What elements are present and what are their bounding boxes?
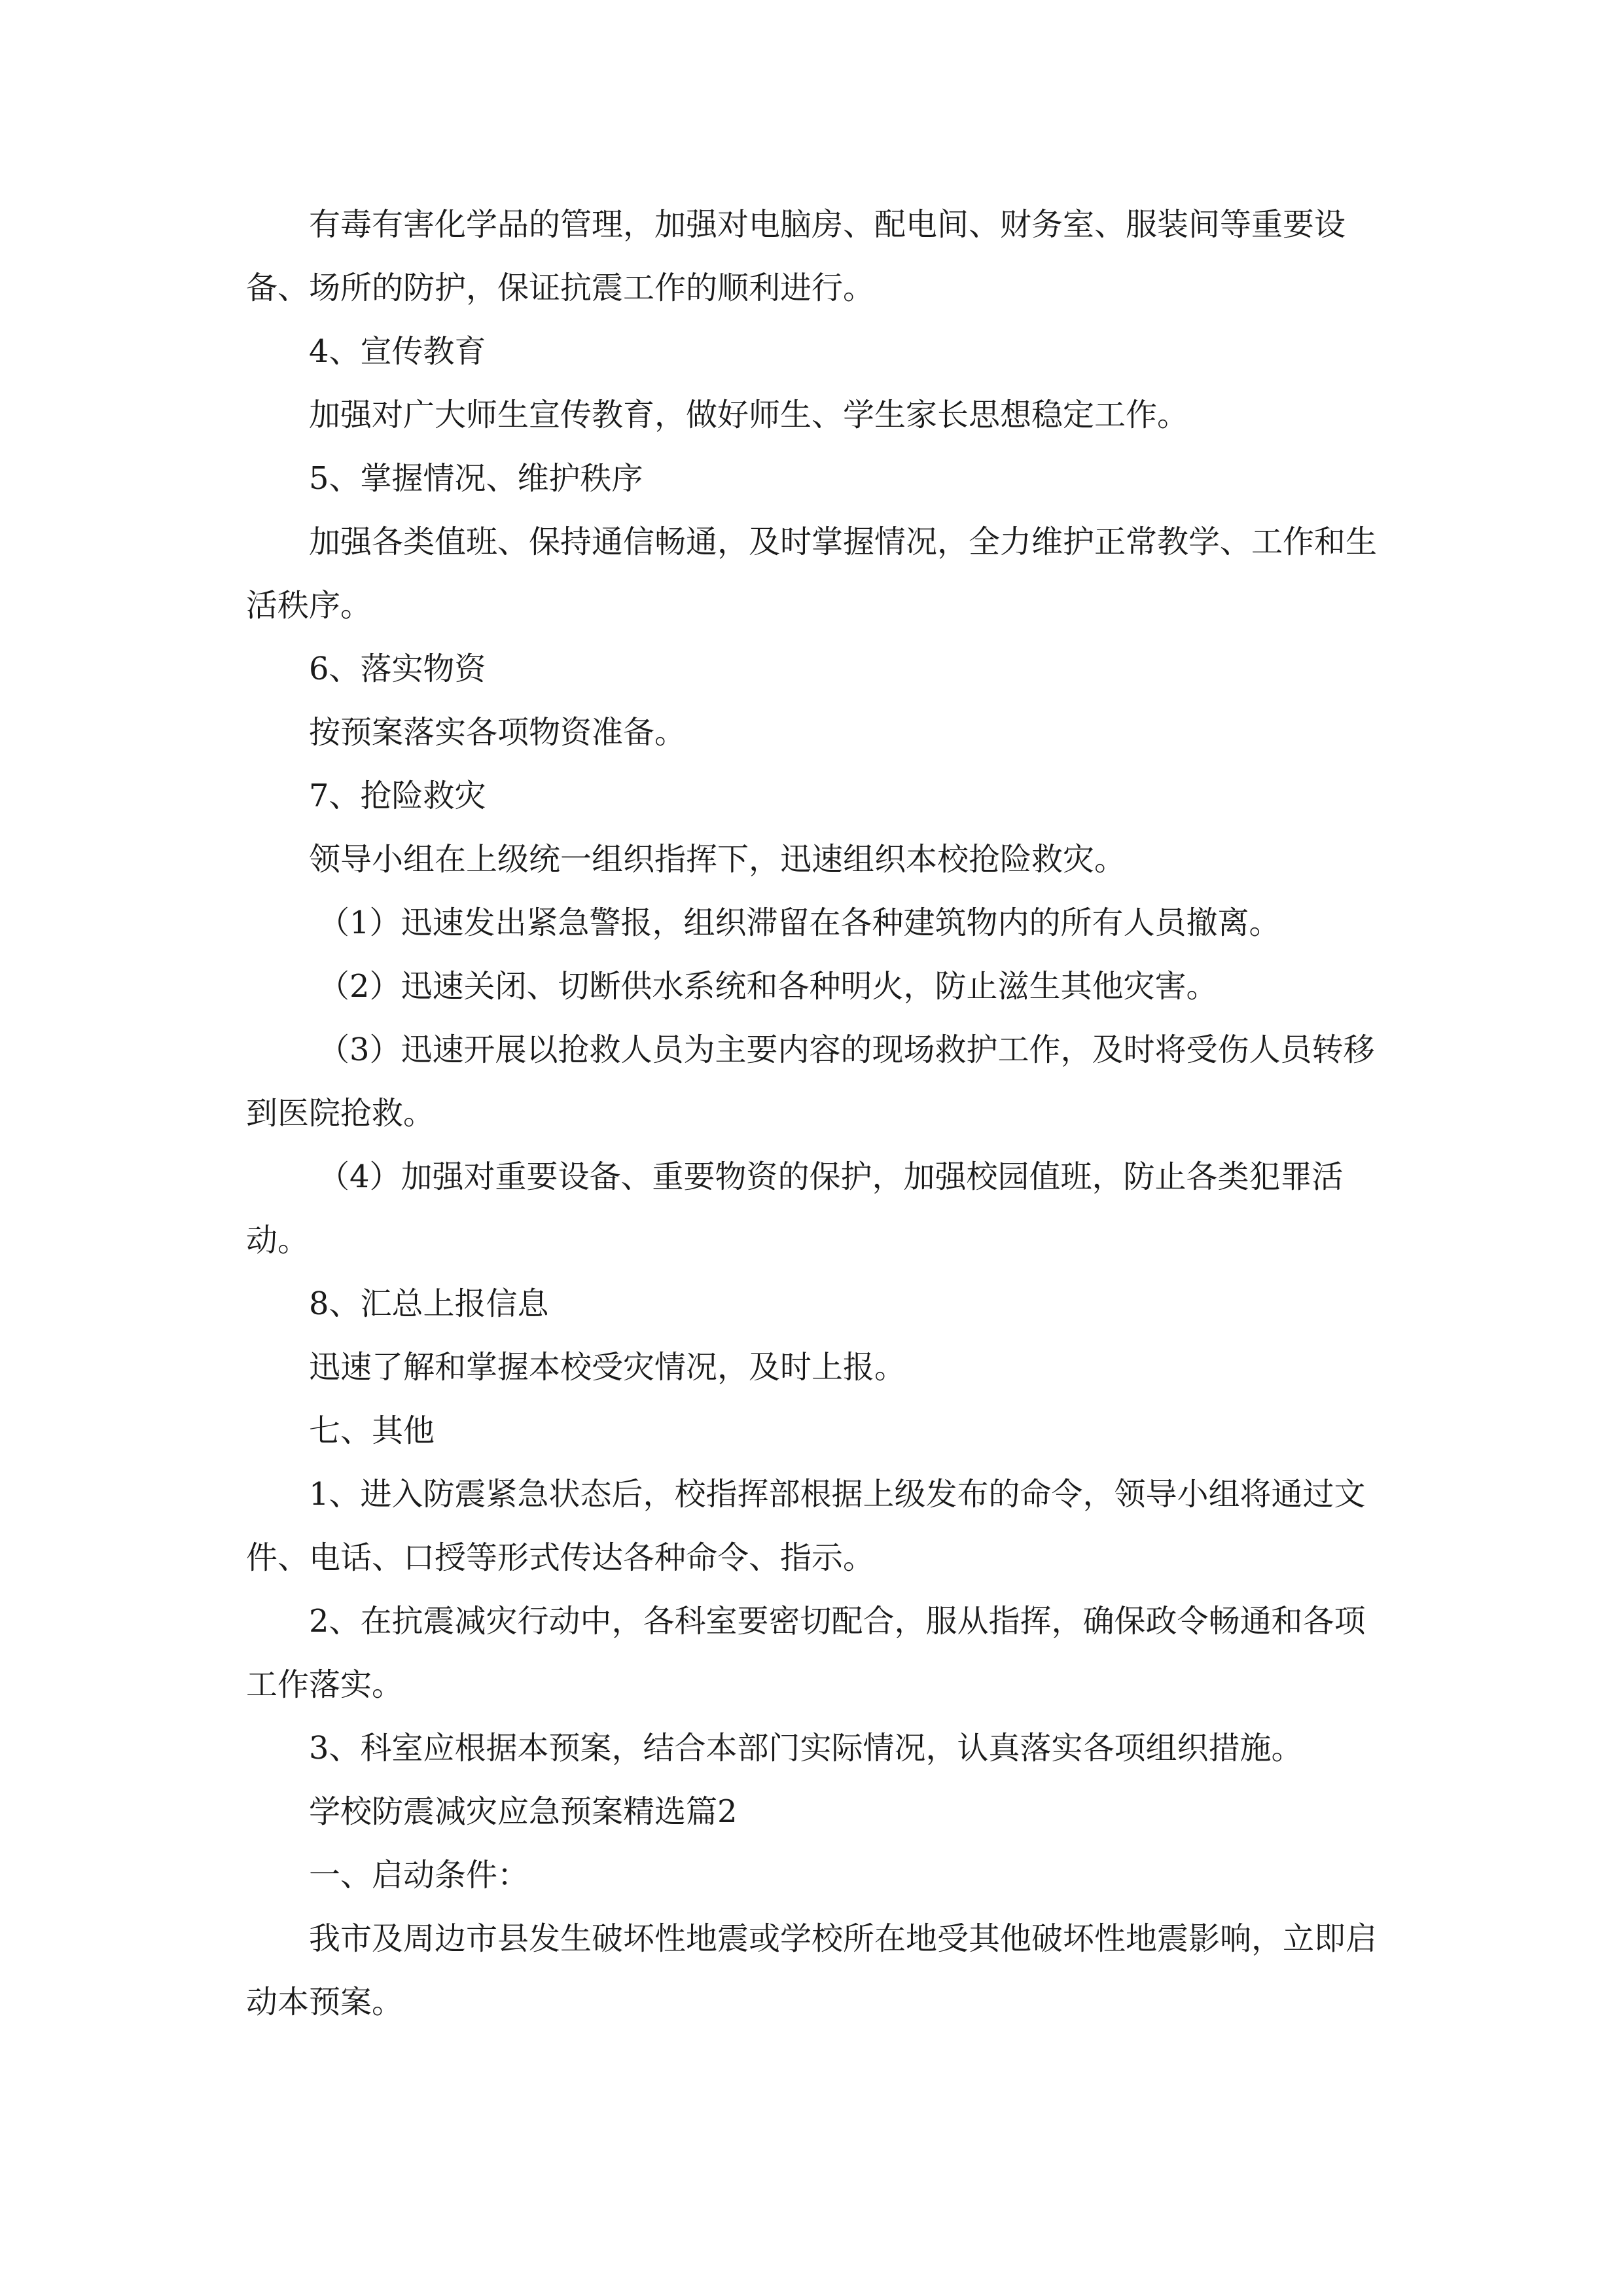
paragraph: 3、科室应根据本预案，结合本部门实际情况，认真落实各项组织措施。	[309, 1730, 1303, 1767]
section-heading: 7、抢险救灾	[309, 778, 486, 814]
paragraph: 迅速了解和掌握本校受灾情况，及时上报。	[309, 1349, 906, 1386]
document-body	[246, 193, 1378, 2034]
paragraph: 有毒有害化学品的管理，加强对电脑房、配电间、财务室、服装间等重要设备、场所的防护，保证抗震工作的顺利进行。	[246, 206, 1346, 306]
list-item: （4）加强对重要设备、重要物资的保护，加强校园值班，防止各类犯罪活动。	[246, 1158, 1344, 1259]
section-heading: 8、汇总上报信息	[309, 1285, 549, 1322]
paragraph: 加强各类值班、保持通信畅通，及时掌握情况，全力维护正常教学、工作和生活秩序。	[246, 524, 1378, 624]
document-title: 学校防震减灾应急预案精选篇2	[309, 1793, 738, 1830]
paragraph: 领导小组在上级统一组织指挥下，迅速组织本校抢险救灾。	[309, 841, 1126, 878]
section-heading: 一、启动条件：	[309, 1857, 529, 1893]
paragraph: 2、在抗震减灾行动中，各科室要密切配合，服从指挥，确保政令畅通和各项工作落实。	[246, 1603, 1366, 1703]
section-heading: 4、宣传教育	[309, 333, 486, 370]
section-heading: 七、其他	[309, 1412, 435, 1449]
paragraph: 加强对广大师生宣传教育，做好师生、学生家长思想稳定工作。	[309, 397, 1189, 433]
list-item: （2）迅速关闭、切断供水系统和各种明火，防止滋生其他灾害。	[318, 968, 1218, 1005]
paragraph: 我市及周边市县发生破坏性地震或学校所在地受其他破坏性地震影响，立即启动本预案。	[246, 1920, 1378, 2020]
list-item: （1）迅速发出紧急警报，组织滞留在各种建筑物内的所有人员撤离。	[318, 905, 1281, 941]
section-heading: 6、落实物资	[309, 651, 486, 687]
section-heading: 5、掌握情况、维护秩序	[309, 460, 643, 497]
paragraph: 1、进入防震紧急状态后，校指挥部根据上级发布的命令，领导小组将通过文件、电话、口授等形式传达各种命令、指示。	[246, 1476, 1366, 1576]
paragraph: 按预案落实各项物资准备。	[309, 714, 687, 751]
list-item: （3）迅速开展以抢救人员为主要内容的现场救护工作，及时将受伤人员转移到医院抢救。	[246, 1031, 1375, 1132]
